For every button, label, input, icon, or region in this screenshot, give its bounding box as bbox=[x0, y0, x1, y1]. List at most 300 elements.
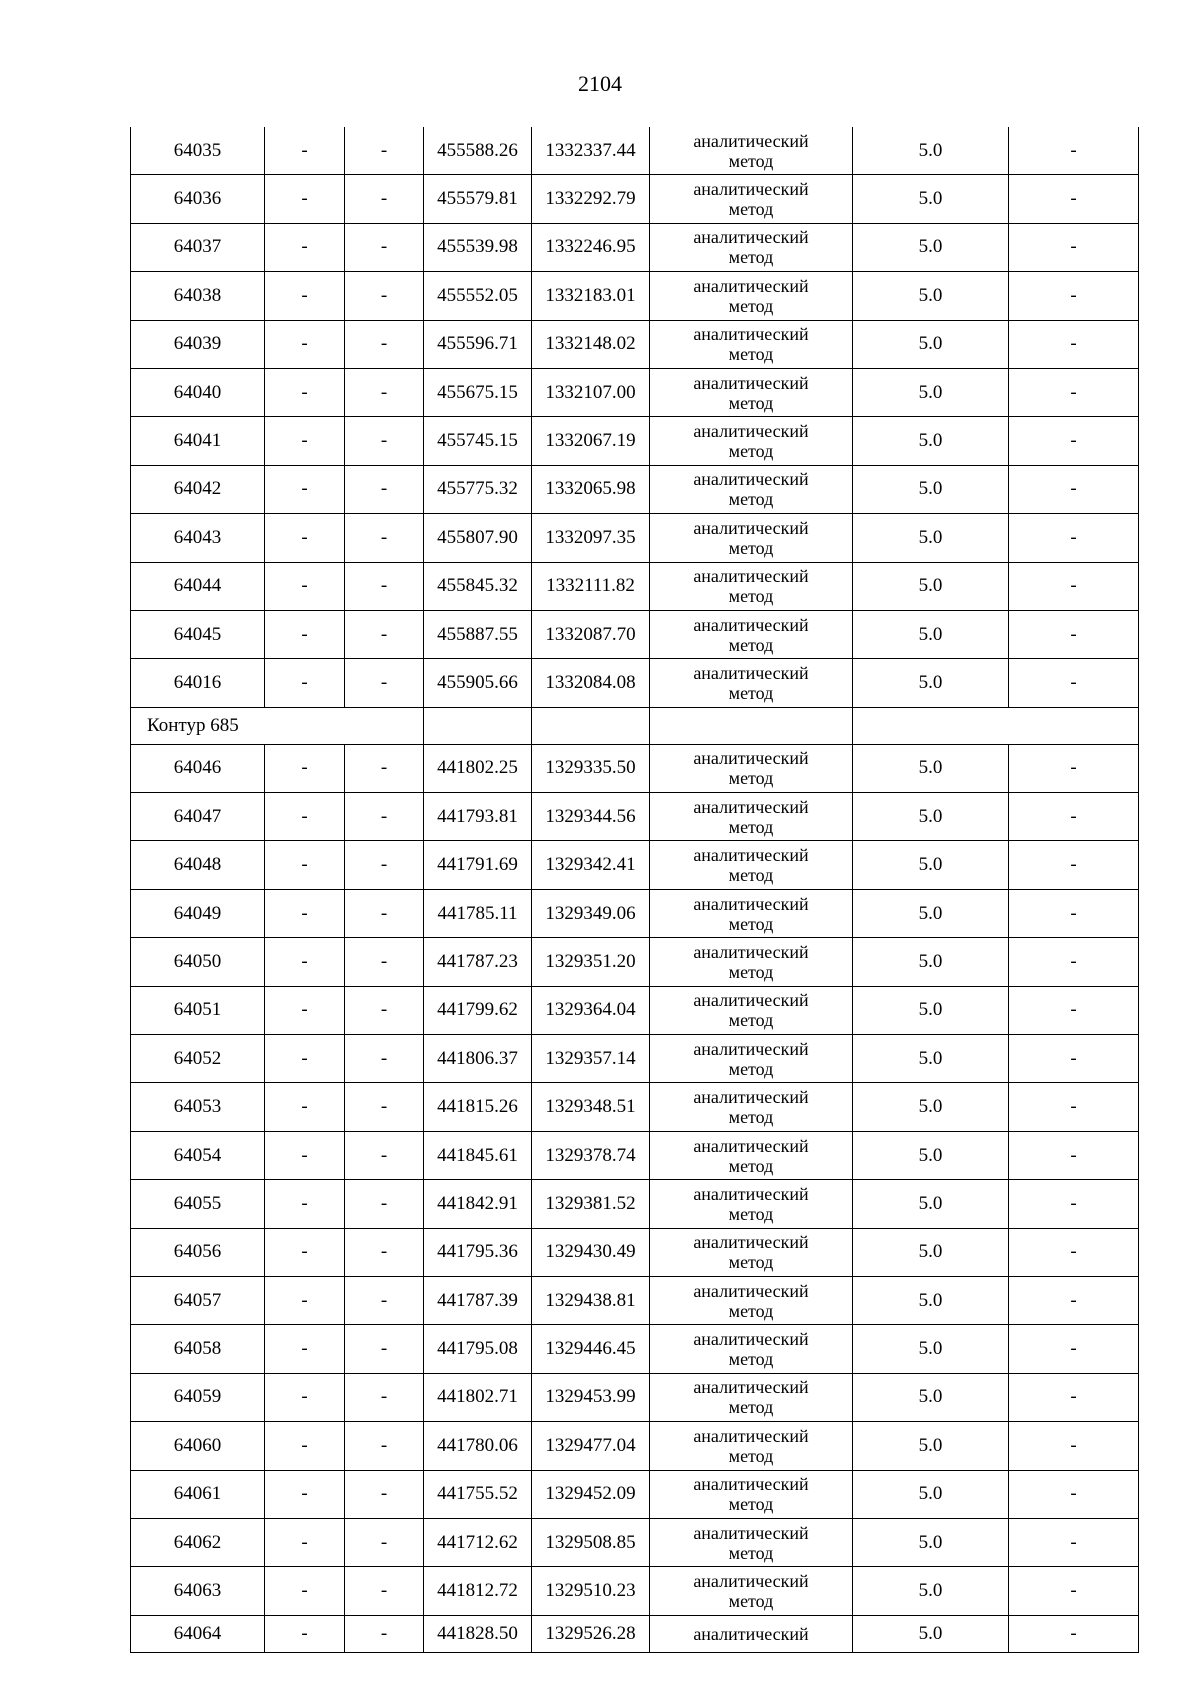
method-text: метод bbox=[728, 392, 774, 413]
dash-cell: - bbox=[265, 610, 345, 658]
dash-cell: - bbox=[1009, 1180, 1139, 1228]
method-cell bbox=[650, 1131, 853, 1179]
method-text: метод bbox=[728, 1203, 774, 1224]
y-coordinate-cell: 1329342.41 bbox=[532, 841, 650, 889]
method-cell bbox=[650, 1325, 853, 1373]
method-text: аналитический bbox=[693, 1135, 809, 1156]
method-cell bbox=[650, 1373, 853, 1421]
x-coordinate-cell: 441802.71 bbox=[424, 1373, 532, 1421]
dash-cell: - bbox=[345, 562, 424, 610]
table-row bbox=[131, 320, 1139, 368]
method-text: метод bbox=[728, 1542, 774, 1563]
method-cell bbox=[650, 1518, 853, 1566]
dash-cell: - bbox=[265, 562, 345, 610]
dash-cell: - bbox=[265, 1470, 345, 1518]
method-cell bbox=[650, 1083, 853, 1131]
point-id-cell: 64057 bbox=[131, 1276, 265, 1324]
method-text: метод bbox=[728, 816, 774, 837]
point-id-cell: 64039 bbox=[131, 320, 265, 368]
x-coordinate-cell: 455552.05 bbox=[424, 272, 532, 320]
dash-cell: - bbox=[265, 1615, 345, 1652]
method-text: аналитический bbox=[693, 1623, 809, 1644]
dash-cell: - bbox=[265, 1131, 345, 1179]
point-id-cell: 64040 bbox=[131, 368, 265, 416]
dash-cell: - bbox=[345, 889, 424, 937]
table-row bbox=[131, 1228, 1139, 1276]
dash-cell: - bbox=[1009, 223, 1139, 271]
dash-cell: - bbox=[345, 841, 424, 889]
y-coordinate-cell: 1329508.85 bbox=[532, 1518, 650, 1566]
dash-cell: - bbox=[1009, 889, 1139, 937]
method-text: аналитический bbox=[693, 1571, 809, 1592]
point-id-cell: 64048 bbox=[131, 841, 265, 889]
method-text: аналитический bbox=[693, 517, 809, 538]
method-text: метод bbox=[728, 1107, 774, 1128]
method-text: аналитический bbox=[693, 1522, 809, 1543]
method-cell bbox=[650, 793, 853, 841]
dash-cell: - bbox=[265, 1228, 345, 1276]
table-row bbox=[131, 744, 1139, 792]
dash-cell: - bbox=[265, 223, 345, 271]
page-number: 2104 bbox=[578, 71, 622, 96]
y-coordinate-cell: 1329438.81 bbox=[532, 1276, 650, 1324]
dash-cell: - bbox=[345, 793, 424, 841]
contour-label: Контур 685 bbox=[131, 707, 424, 744]
table-row bbox=[131, 1083, 1139, 1131]
method-text: метод bbox=[728, 489, 774, 510]
dash-cell: - bbox=[1009, 1373, 1139, 1421]
dash-cell: - bbox=[265, 417, 345, 465]
accuracy-cell: 5.0 bbox=[853, 659, 1009, 707]
x-coordinate-cell: 455905.66 bbox=[424, 659, 532, 707]
empty-cell bbox=[424, 707, 532, 744]
method-cell bbox=[650, 1615, 853, 1652]
method-text: аналитический bbox=[693, 469, 809, 490]
method-text: аналитический bbox=[693, 275, 809, 296]
point-id-cell: 64055 bbox=[131, 1180, 265, 1228]
accuracy-cell: 5.0 bbox=[853, 1276, 1009, 1324]
dash-cell: - bbox=[345, 1325, 424, 1373]
dash-cell: - bbox=[345, 1518, 424, 1566]
dash-cell: - bbox=[265, 368, 345, 416]
dash-cell: - bbox=[345, 127, 424, 175]
dash-cell: - bbox=[345, 272, 424, 320]
dash-cell: - bbox=[345, 1567, 424, 1615]
point-id-cell: 64061 bbox=[131, 1470, 265, 1518]
method-cell bbox=[650, 1276, 853, 1324]
table-row bbox=[131, 1567, 1139, 1615]
x-coordinate-cell: 441787.39 bbox=[424, 1276, 532, 1324]
method-text: аналитический bbox=[693, 1377, 809, 1398]
x-coordinate-cell: 441812.72 bbox=[424, 1567, 532, 1615]
accuracy-cell: 5.0 bbox=[853, 1035, 1009, 1083]
method-text: метод bbox=[728, 865, 774, 886]
point-id-cell: 64045 bbox=[131, 610, 265, 658]
dash-cell: - bbox=[345, 610, 424, 658]
accuracy-cell: 5.0 bbox=[853, 841, 1009, 889]
y-coordinate-cell: 1329344.56 bbox=[532, 793, 650, 841]
accuracy-cell: 5.0 bbox=[853, 368, 1009, 416]
table-row bbox=[131, 1518, 1139, 1566]
y-coordinate-cell: 1329430.49 bbox=[532, 1228, 650, 1276]
x-coordinate-cell: 441793.81 bbox=[424, 793, 532, 841]
point-id-cell: 64035 bbox=[131, 127, 265, 175]
method-text: аналитический bbox=[693, 1425, 809, 1446]
point-id-cell: 64046 bbox=[131, 744, 265, 792]
point-id-cell: 64051 bbox=[131, 986, 265, 1034]
x-coordinate-cell: 455539.98 bbox=[424, 223, 532, 271]
table-row bbox=[131, 175, 1139, 223]
point-id-cell: 64053 bbox=[131, 1083, 265, 1131]
dash-cell: - bbox=[265, 175, 345, 223]
method-text: аналитический bbox=[693, 372, 809, 393]
dash-cell: - bbox=[345, 223, 424, 271]
table-row bbox=[131, 514, 1139, 562]
x-coordinate-cell: 455887.55 bbox=[424, 610, 532, 658]
table-row bbox=[131, 1180, 1139, 1228]
dash-cell: - bbox=[265, 1567, 345, 1615]
y-coordinate-cell: 1329453.99 bbox=[532, 1373, 650, 1421]
dash-cell: - bbox=[1009, 465, 1139, 513]
point-id-cell: 64047 bbox=[131, 793, 265, 841]
table-row bbox=[131, 938, 1139, 986]
y-coordinate-cell: 1329526.28 bbox=[532, 1615, 650, 1652]
method-cell bbox=[650, 368, 853, 416]
method-cell bbox=[650, 1228, 853, 1276]
dash-cell: - bbox=[345, 1276, 424, 1324]
dash-cell: - bbox=[1009, 320, 1139, 368]
x-coordinate-cell: 455675.15 bbox=[424, 368, 532, 416]
y-coordinate-cell: 1329510.23 bbox=[532, 1567, 650, 1615]
accuracy-cell: 5.0 bbox=[853, 793, 1009, 841]
table-row bbox=[131, 841, 1139, 889]
method-cell bbox=[650, 223, 853, 271]
contour-header-row bbox=[131, 707, 1139, 744]
point-id-cell: 64016 bbox=[131, 659, 265, 707]
method-text: аналитический bbox=[693, 130, 809, 151]
dash-cell: - bbox=[265, 127, 345, 175]
method-cell bbox=[650, 841, 853, 889]
accuracy-cell: 5.0 bbox=[853, 938, 1009, 986]
dash-cell: - bbox=[265, 1180, 345, 1228]
method-text: метод bbox=[728, 344, 774, 365]
x-coordinate-cell: 455745.15 bbox=[424, 417, 532, 465]
method-cell bbox=[650, 272, 853, 320]
table-row bbox=[131, 659, 1139, 707]
dash-cell: - bbox=[345, 1035, 424, 1083]
accuracy-cell: 5.0 bbox=[853, 1615, 1009, 1652]
accuracy-cell: 5.0 bbox=[853, 744, 1009, 792]
accuracy-cell: 5.0 bbox=[853, 1180, 1009, 1228]
table-row bbox=[131, 889, 1139, 937]
x-coordinate-cell: 455588.26 bbox=[424, 127, 532, 175]
method-cell bbox=[650, 1567, 853, 1615]
dash-cell: - bbox=[345, 1422, 424, 1470]
dash-cell: - bbox=[1009, 1228, 1139, 1276]
table-row bbox=[131, 127, 1139, 175]
table-body bbox=[131, 127, 1139, 1652]
dash-cell: - bbox=[1009, 1035, 1139, 1083]
method-cell bbox=[650, 1180, 853, 1228]
y-coordinate-cell: 1329351.20 bbox=[532, 938, 650, 986]
table-row bbox=[131, 417, 1139, 465]
empty-cell bbox=[853, 707, 1139, 744]
table-row bbox=[131, 368, 1139, 416]
dash-cell: - bbox=[265, 1035, 345, 1083]
y-coordinate-cell: 1329335.50 bbox=[532, 744, 650, 792]
dash-cell: - bbox=[265, 986, 345, 1034]
empty-cell bbox=[650, 707, 853, 744]
method-text: метод bbox=[728, 1445, 774, 1466]
method-text: аналитический bbox=[693, 566, 809, 587]
dash-cell: - bbox=[1009, 368, 1139, 416]
point-id-cell: 64043 bbox=[131, 514, 265, 562]
y-coordinate-cell: 1329477.04 bbox=[532, 1422, 650, 1470]
dash-cell: - bbox=[345, 465, 424, 513]
dash-cell: - bbox=[345, 368, 424, 416]
accuracy-cell: 5.0 bbox=[853, 1083, 1009, 1131]
empty-cell bbox=[532, 707, 650, 744]
table-row bbox=[131, 1035, 1139, 1083]
y-coordinate-cell: 1332107.00 bbox=[532, 368, 650, 416]
dash-cell: - bbox=[265, 320, 345, 368]
y-coordinate-cell: 1329349.06 bbox=[532, 889, 650, 937]
method-text: метод bbox=[728, 1252, 774, 1273]
x-coordinate-cell: 441787.23 bbox=[424, 938, 532, 986]
x-coordinate-cell: 441795.36 bbox=[424, 1228, 532, 1276]
accuracy-cell: 5.0 bbox=[853, 1422, 1009, 1470]
point-id-cell: 64037 bbox=[131, 223, 265, 271]
y-coordinate-cell: 1329357.14 bbox=[532, 1035, 650, 1083]
dash-cell: - bbox=[345, 744, 424, 792]
point-id-cell: 64064 bbox=[131, 1615, 265, 1652]
dash-cell: - bbox=[345, 659, 424, 707]
table-row bbox=[131, 272, 1139, 320]
dash-cell: - bbox=[265, 1373, 345, 1421]
method-cell bbox=[650, 417, 853, 465]
method-text: метод bbox=[728, 1300, 774, 1321]
accuracy-cell: 5.0 bbox=[853, 1518, 1009, 1566]
dash-cell: - bbox=[1009, 986, 1139, 1034]
accuracy-cell: 5.0 bbox=[853, 320, 1009, 368]
dash-cell: - bbox=[1009, 1518, 1139, 1566]
dash-cell: - bbox=[265, 889, 345, 937]
x-coordinate-cell: 441785.11 bbox=[424, 889, 532, 937]
method-cell bbox=[650, 1422, 853, 1470]
y-coordinate-cell: 1332084.08 bbox=[532, 659, 650, 707]
x-coordinate-cell: 441806.37 bbox=[424, 1035, 532, 1083]
method-text: метод bbox=[728, 586, 774, 607]
accuracy-cell: 5.0 bbox=[853, 223, 1009, 271]
dash-cell: - bbox=[265, 1083, 345, 1131]
method-text: метод bbox=[728, 1349, 774, 1370]
dash-cell: - bbox=[345, 1228, 424, 1276]
method-text: метод bbox=[728, 634, 774, 655]
dash-cell: - bbox=[1009, 744, 1139, 792]
point-id-cell: 64038 bbox=[131, 272, 265, 320]
method-text: аналитический bbox=[693, 990, 809, 1011]
method-text: метод bbox=[728, 1397, 774, 1418]
dash-cell: - bbox=[1009, 1567, 1139, 1615]
point-id-cell: 64060 bbox=[131, 1422, 265, 1470]
x-coordinate-cell: 441712.62 bbox=[424, 1518, 532, 1566]
x-coordinate-cell: 455579.81 bbox=[424, 175, 532, 223]
y-coordinate-cell: 1329381.52 bbox=[532, 1180, 650, 1228]
method-text: метод bbox=[728, 247, 774, 268]
dash-cell: - bbox=[345, 938, 424, 986]
x-coordinate-cell: 441845.61 bbox=[424, 1131, 532, 1179]
point-id-cell: 64054 bbox=[131, 1131, 265, 1179]
dash-cell: - bbox=[1009, 793, 1139, 841]
dash-cell: - bbox=[1009, 841, 1139, 889]
point-id-cell: 64063 bbox=[131, 1567, 265, 1615]
method-text: метод bbox=[728, 441, 774, 462]
method-text: аналитический bbox=[693, 748, 809, 769]
x-coordinate-cell: 455775.32 bbox=[424, 465, 532, 513]
method-text: аналитический bbox=[693, 1280, 809, 1301]
method-text: метод bbox=[728, 1494, 774, 1515]
method-text: аналитический bbox=[693, 1087, 809, 1108]
method-text: аналитический bbox=[693, 796, 809, 817]
x-coordinate-cell: 441795.08 bbox=[424, 1325, 532, 1373]
dash-cell: - bbox=[1009, 1470, 1139, 1518]
method-text: аналитический bbox=[693, 1232, 809, 1253]
method-cell bbox=[650, 320, 853, 368]
dash-cell: - bbox=[1009, 514, 1139, 562]
table-row bbox=[131, 610, 1139, 658]
point-id-cell: 64049 bbox=[131, 889, 265, 937]
table-row bbox=[131, 1615, 1139, 1652]
dash-cell: - bbox=[1009, 1615, 1139, 1652]
point-id-cell: 64050 bbox=[131, 938, 265, 986]
accuracy-cell: 5.0 bbox=[853, 986, 1009, 1034]
method-text: аналитический bbox=[693, 614, 809, 635]
dash-cell: - bbox=[345, 514, 424, 562]
dash-cell: - bbox=[265, 1518, 345, 1566]
method-cell bbox=[650, 744, 853, 792]
accuracy-cell: 5.0 bbox=[853, 1567, 1009, 1615]
dash-cell: - bbox=[345, 320, 424, 368]
method-text: аналитический bbox=[693, 421, 809, 442]
point-id-cell: 64058 bbox=[131, 1325, 265, 1373]
dash-cell: - bbox=[265, 938, 345, 986]
x-coordinate-cell: 441791.69 bbox=[424, 841, 532, 889]
dash-cell: - bbox=[345, 1373, 424, 1421]
dash-cell: - bbox=[265, 1422, 345, 1470]
point-id-cell: 64042 bbox=[131, 465, 265, 513]
x-coordinate-cell: 441828.50 bbox=[424, 1615, 532, 1652]
table-row bbox=[131, 1470, 1139, 1518]
dash-cell: - bbox=[1009, 1422, 1139, 1470]
dash-cell: - bbox=[345, 1470, 424, 1518]
point-id-cell: 64059 bbox=[131, 1373, 265, 1421]
method-text: метод bbox=[728, 1010, 774, 1031]
table-row bbox=[131, 1325, 1139, 1373]
method-cell bbox=[650, 986, 853, 1034]
method-text: метод bbox=[728, 1058, 774, 1079]
x-coordinate-cell: 441780.06 bbox=[424, 1422, 532, 1470]
dash-cell: - bbox=[1009, 1276, 1139, 1324]
y-coordinate-cell: 1329348.51 bbox=[532, 1083, 650, 1131]
dash-cell: - bbox=[345, 1083, 424, 1131]
table-row bbox=[131, 1422, 1139, 1470]
y-coordinate-cell: 1332148.02 bbox=[532, 320, 650, 368]
method-text: метод bbox=[728, 1155, 774, 1176]
x-coordinate-cell: 441842.91 bbox=[424, 1180, 532, 1228]
accuracy-cell: 5.0 bbox=[853, 1325, 1009, 1373]
accuracy-cell: 5.0 bbox=[853, 1228, 1009, 1276]
dash-cell: - bbox=[1009, 938, 1139, 986]
dash-cell: - bbox=[345, 1615, 424, 1652]
point-id-cell: 64044 bbox=[131, 562, 265, 610]
dash-cell: - bbox=[1009, 175, 1139, 223]
accuracy-cell: 5.0 bbox=[853, 610, 1009, 658]
dash-cell: - bbox=[1009, 610, 1139, 658]
accuracy-cell: 5.0 bbox=[853, 1373, 1009, 1421]
y-coordinate-cell: 1329364.04 bbox=[532, 986, 650, 1034]
dash-cell: - bbox=[1009, 1083, 1139, 1131]
y-coordinate-cell: 1332097.35 bbox=[532, 514, 650, 562]
dash-cell: - bbox=[265, 272, 345, 320]
y-coordinate-cell: 1332065.98 bbox=[532, 465, 650, 513]
y-coordinate-cell: 1329378.74 bbox=[532, 1131, 650, 1179]
dash-cell: - bbox=[1009, 659, 1139, 707]
method-text: аналитический bbox=[693, 227, 809, 248]
dash-cell: - bbox=[345, 986, 424, 1034]
x-coordinate-cell: 455845.32 bbox=[424, 562, 532, 610]
dash-cell: - bbox=[1009, 562, 1139, 610]
method-text: метод bbox=[728, 961, 774, 982]
method-text: метод bbox=[728, 537, 774, 558]
x-coordinate-cell: 441802.25 bbox=[424, 744, 532, 792]
method-text: аналитический bbox=[693, 324, 809, 345]
y-coordinate-cell: 1332246.95 bbox=[532, 223, 650, 271]
method-text: аналитический bbox=[693, 179, 809, 200]
method-cell bbox=[650, 889, 853, 937]
method-text: метод bbox=[728, 1591, 774, 1612]
accuracy-cell: 5.0 bbox=[853, 514, 1009, 562]
method-cell bbox=[650, 610, 853, 658]
dash-cell: - bbox=[345, 1131, 424, 1179]
method-text: метод bbox=[728, 150, 774, 171]
method-text: аналитический bbox=[693, 893, 809, 914]
dash-cell: - bbox=[265, 793, 345, 841]
accuracy-cell: 5.0 bbox=[853, 417, 1009, 465]
table-row bbox=[131, 1373, 1139, 1421]
dash-cell: - bbox=[345, 417, 424, 465]
point-id-cell: 64062 bbox=[131, 1518, 265, 1566]
method-cell bbox=[650, 175, 853, 223]
method-text: аналитический bbox=[693, 845, 809, 866]
accuracy-cell: 5.0 bbox=[853, 175, 1009, 223]
dash-cell: - bbox=[1009, 1325, 1139, 1373]
method-cell bbox=[650, 938, 853, 986]
y-coordinate-cell: 1329446.45 bbox=[532, 1325, 650, 1373]
method-cell bbox=[650, 1470, 853, 1518]
table-row bbox=[131, 986, 1139, 1034]
y-coordinate-cell: 1332292.79 bbox=[532, 175, 650, 223]
method-text: аналитический bbox=[693, 1038, 809, 1059]
method-text: метод bbox=[728, 768, 774, 789]
method-cell bbox=[650, 659, 853, 707]
accuracy-cell: 5.0 bbox=[853, 465, 1009, 513]
x-coordinate-cell: 441799.62 bbox=[424, 986, 532, 1034]
x-coordinate-cell: 441815.26 bbox=[424, 1083, 532, 1131]
dash-cell: - bbox=[1009, 417, 1139, 465]
accuracy-cell: 5.0 bbox=[853, 272, 1009, 320]
point-id-cell: 64056 bbox=[131, 1228, 265, 1276]
point-id-cell: 64036 bbox=[131, 175, 265, 223]
